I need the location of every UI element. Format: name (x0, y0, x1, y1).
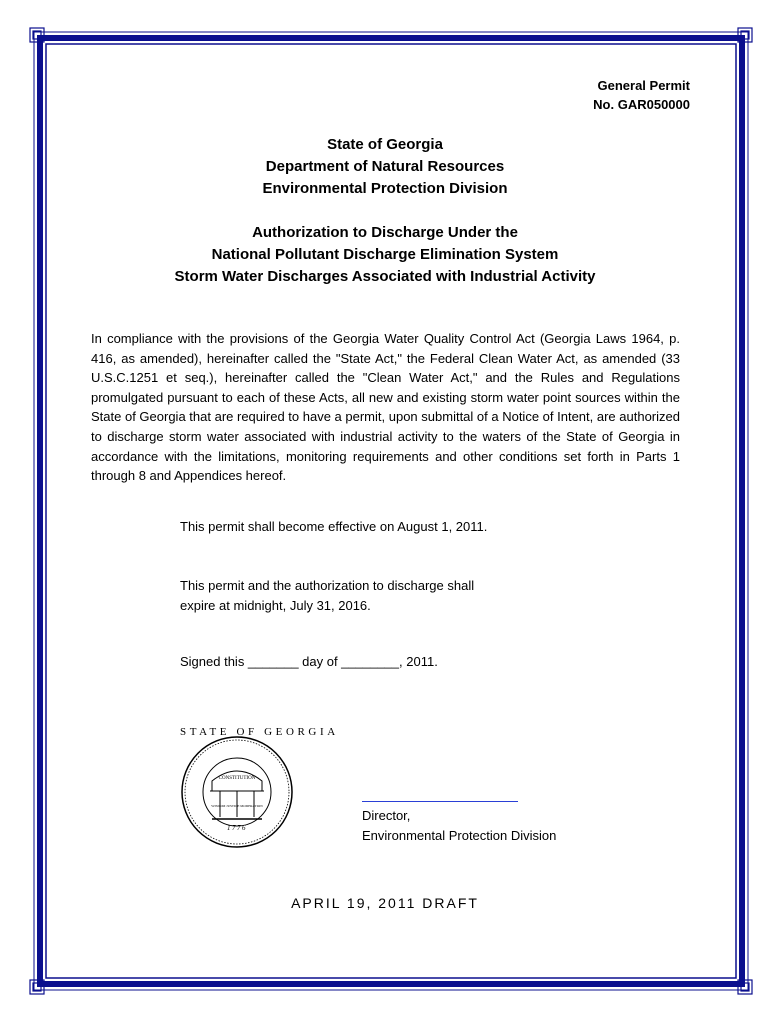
seal-year-text: 1776 (227, 824, 247, 832)
expiration-line-2: expire at midnight, July 31, 2016. (180, 597, 371, 613)
permit-label: General Permit (597, 78, 690, 93)
agency-division: Environmental Protection Division (262, 180, 508, 197)
agency-state: State of Georgia (327, 136, 443, 153)
signature-line (362, 801, 518, 802)
draft-date-footer: APRIL 19, 2011 DRAFT (291, 895, 479, 911)
signatory-division: Environmental Protection Division (362, 827, 557, 843)
compliance-paragraph: In compliance with the provisions of the Georgia Water Quality Control Act (Georgia Laws 1964, p. 416, as amended), hereinafter called the "State Act," the Federal Clean Water Act, as amended (33 U.S.C.1251 et seq.), hereinafter called the "Clean Water Act," and the Rules and Regulations promulgated pursuant to each of these Acts, all new and existing storm water point sources within the State of Georgia that are required to have a permit, upon submittal of a Notice of Intent, are authorized to discharge storm water associated with industrial activity to the waters of the State of Georgia in accordance with the limitations, monitoring requirements and other conditions set forth in Parts 1 through 8 and Appendices hereof. (91, 331, 680, 484)
seal-motto-text: WISDOM JUSTICE MODERATION (211, 804, 263, 808)
authorization-heading (0, 222, 770, 288)
signatory-title: Director, (362, 808, 411, 823)
authorization-line-2: National Pollutant Discharge Elimination System (211, 246, 559, 263)
authorization-line-3: Storm Water Discharges Associated with Industrial Activity (174, 268, 596, 285)
authorization-line-1: Authorization to Discharge Under the (252, 224, 518, 241)
georgia-state-seal (180, 726, 339, 849)
expiration-statement (180, 576, 474, 615)
agency-heading (0, 134, 770, 200)
agency-department: Department of Natural Resources (265, 158, 505, 175)
expiration-line-1: This permit and the authorization to discharge shall (180, 578, 475, 593)
permit-number-block (593, 76, 690, 114)
effective-date-statement: This permit shall become effective on August 1, 2011. (180, 519, 488, 534)
permit-number: No. GAR050000 (593, 97, 690, 112)
seal-banner-text: CONSTITUTION (218, 776, 256, 781)
seal-outer-text: STATE OF GEORGIA (180, 726, 339, 738)
signatory-block (362, 806, 556, 845)
signed-date-statement: Signed this _______ day of ________, 2011. (180, 654, 438, 669)
